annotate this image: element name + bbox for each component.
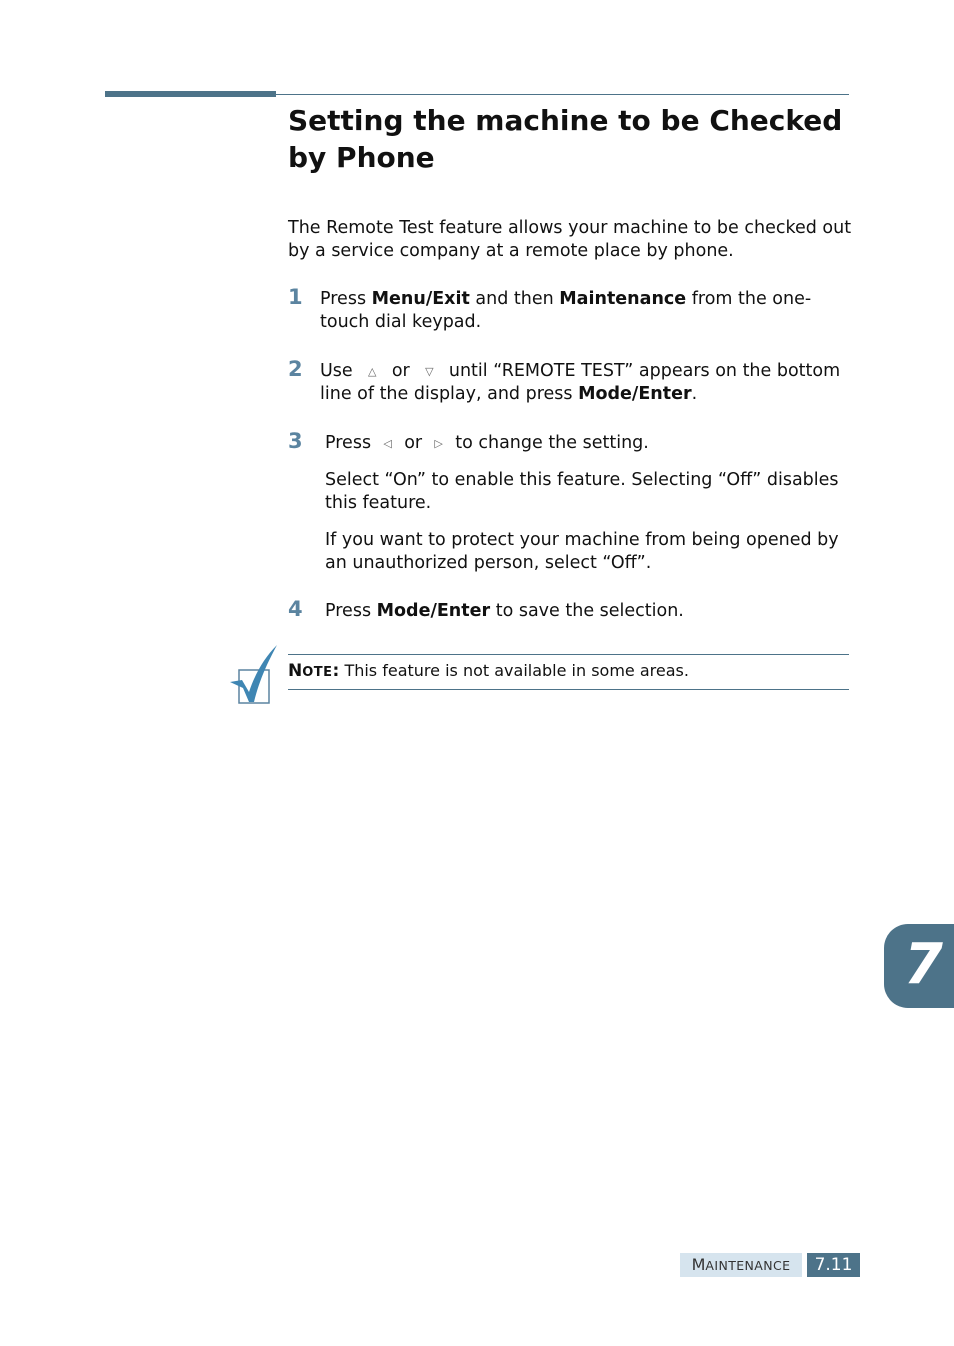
up-arrow-icon: △ xyxy=(368,365,377,378)
page-title: Setting the machine to be Checked by Phone xyxy=(288,104,843,174)
step-text xyxy=(320,288,854,334)
right-arrow-icon: ▷ xyxy=(434,437,443,450)
step-number: 3 xyxy=(288,429,303,453)
text-run: to change the setting. xyxy=(449,433,649,453)
text-run: or xyxy=(398,433,428,453)
step-body xyxy=(325,600,854,623)
key-maintenance: Maintenance xyxy=(559,289,687,309)
note-rule-top xyxy=(288,654,849,655)
intro-paragraph: The Remote Test feature allows your machine to be checked out by a service company at a remote place by phone. xyxy=(288,218,852,261)
note-text: This feature is not available in some areas. xyxy=(339,661,689,680)
note-rule-bottom xyxy=(288,689,849,690)
checkmark-note-icon xyxy=(229,644,279,706)
step-detail: If you want to protect your machine from being opened by an unauthorized person, select “Off”. xyxy=(325,530,839,573)
step-text xyxy=(320,360,854,406)
down-arrow-icon: ▽ xyxy=(425,365,434,378)
footer-section-rest: AINTENANCE xyxy=(705,1258,791,1273)
footer-section-initial: M xyxy=(691,1255,706,1274)
note-label-rest: OTE xyxy=(302,665,333,680)
text-run: Press xyxy=(325,601,377,621)
step-number: 4 xyxy=(288,597,303,621)
left-arrow-icon: ◁ xyxy=(383,437,392,450)
step-body xyxy=(320,288,854,334)
text-run: Use xyxy=(320,361,359,381)
step-text xyxy=(325,600,854,623)
text-run: until “REMOTE TEST” appears on the bottom line of the display, and press xyxy=(320,361,841,404)
step-number: 1 xyxy=(288,285,303,309)
step-number: 2 xyxy=(288,357,303,381)
text-run: Press xyxy=(320,289,372,309)
step-body xyxy=(320,360,854,406)
step-body xyxy=(325,432,854,575)
chapter-number: 7 xyxy=(904,932,943,997)
text-run: or xyxy=(386,361,416,381)
footer-section-label xyxy=(680,1253,802,1277)
key-mode-enter: Mode/Enter xyxy=(376,601,491,621)
text-run: from the one-touch dial keypad. xyxy=(320,289,812,332)
footer-page-number: 7.11 xyxy=(807,1253,860,1277)
step-text xyxy=(325,432,854,455)
step-detail: Select “On” to enable this feature. Selecting “Off” disables this feature. xyxy=(325,470,839,513)
text-run: Press xyxy=(325,433,377,453)
note-label xyxy=(288,661,339,680)
text-run: and then xyxy=(469,289,560,309)
text-run: to save the selection. xyxy=(490,601,684,621)
key-mode-enter: Mode/Enter xyxy=(578,384,692,404)
chapter-tab xyxy=(884,924,954,1008)
note-label-initial: N xyxy=(288,661,303,681)
key-menu-exit: Menu/Exit xyxy=(371,289,470,309)
note xyxy=(288,660,849,684)
header-rule-thick xyxy=(105,91,276,97)
text-run: . xyxy=(691,384,698,404)
note-label-colon: : xyxy=(332,661,340,681)
header-rule-thin xyxy=(276,94,849,95)
